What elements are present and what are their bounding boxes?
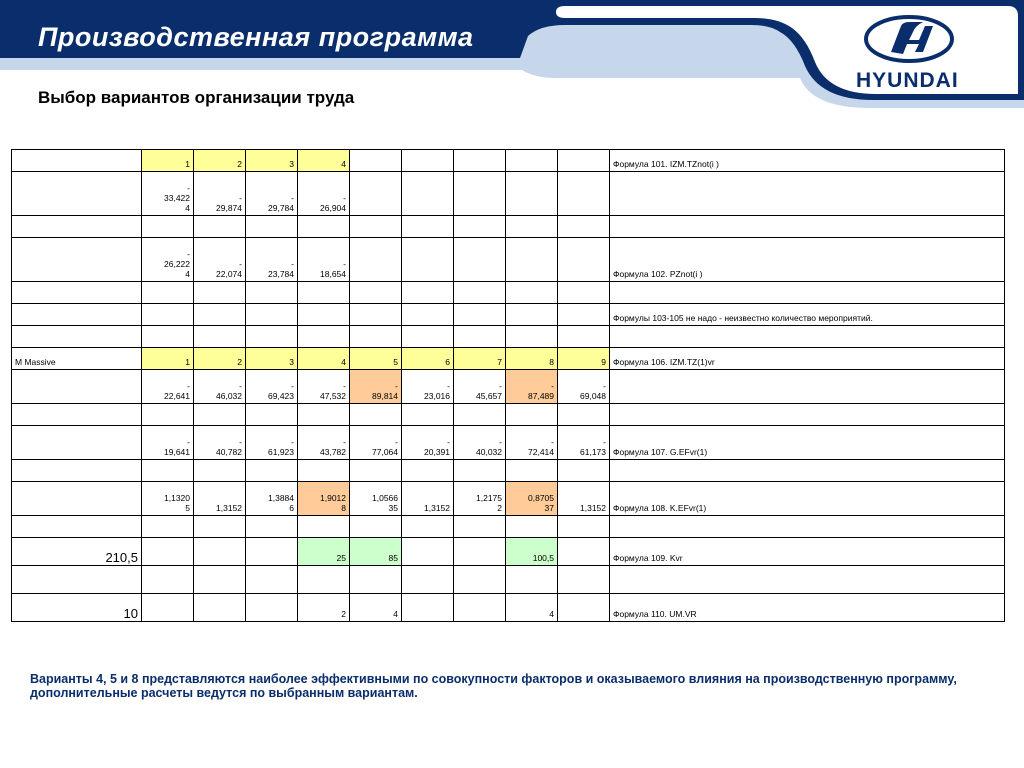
table-row xyxy=(12,370,1005,404)
table-cell xyxy=(246,516,298,538)
table-cell: 4 xyxy=(350,594,402,622)
table-cell xyxy=(298,516,350,538)
table-cell: - 46,032 xyxy=(194,370,246,404)
row-label xyxy=(12,404,142,426)
table-cell xyxy=(402,516,454,538)
formula-note xyxy=(610,404,1005,426)
table-cell xyxy=(558,304,610,326)
table-cell: - 69,048 xyxy=(558,370,610,404)
table-row xyxy=(12,172,1005,216)
table-cell xyxy=(246,216,298,238)
table-cell xyxy=(142,216,194,238)
table-cell: - 26,904 xyxy=(298,172,350,216)
table-cell: 7 xyxy=(454,348,506,370)
table-cell xyxy=(402,238,454,282)
table-cell: 2 xyxy=(298,594,350,622)
table-cell: - 19,641 xyxy=(142,426,194,460)
formula-note: Формула 102. PZnot(i ) xyxy=(610,238,1005,282)
table-cell: - 89,814 xyxy=(350,370,402,404)
table-cell xyxy=(402,304,454,326)
table-cell xyxy=(506,172,558,216)
formula-note xyxy=(610,566,1005,594)
table-cell xyxy=(454,150,506,172)
table-cell: - 29,784 xyxy=(246,172,298,216)
table-cell xyxy=(194,516,246,538)
table-cell: 1,3884 6 xyxy=(246,482,298,516)
table-cell xyxy=(454,326,506,348)
table-cell xyxy=(402,282,454,304)
table-cell xyxy=(142,566,194,594)
table-cell: - 22,074 xyxy=(194,238,246,282)
table-cell xyxy=(454,516,506,538)
page-subtitle: Выбор вариантов организации труда xyxy=(38,88,355,107)
table-cell xyxy=(246,594,298,622)
formula-note: Формула 109. Kvr xyxy=(610,538,1005,566)
table-row xyxy=(12,348,1005,370)
table-cell: - 87,489 xyxy=(506,370,558,404)
row-label xyxy=(12,282,142,304)
table-cell xyxy=(142,326,194,348)
calculation-table xyxy=(11,149,1005,622)
table-cell xyxy=(142,460,194,482)
table-cell xyxy=(402,172,454,216)
table-cell xyxy=(558,216,610,238)
table-cell: 2 xyxy=(194,150,246,172)
table-cell xyxy=(246,326,298,348)
table-cell xyxy=(454,594,506,622)
formula-note xyxy=(610,282,1005,304)
row-label xyxy=(12,370,142,404)
table-cell: - 40,032 xyxy=(454,426,506,460)
formula-note: Формула 108. K.EFvr(1) xyxy=(610,482,1005,516)
table-cell xyxy=(298,282,350,304)
table-cell: 1,3152 xyxy=(402,482,454,516)
table-cell xyxy=(298,326,350,348)
table-cell: - 23,784 xyxy=(246,238,298,282)
table-cell xyxy=(454,238,506,282)
table-cell xyxy=(350,172,402,216)
table-cell xyxy=(402,326,454,348)
table-cell xyxy=(558,172,610,216)
table-cell: - 29,874 xyxy=(194,172,246,216)
table-cell xyxy=(194,404,246,426)
table-cell: 4 xyxy=(298,348,350,370)
table-cell xyxy=(246,538,298,566)
table-cell xyxy=(402,566,454,594)
table-cell xyxy=(246,460,298,482)
table-cell: - 26,222 4 xyxy=(142,238,194,282)
table-cell xyxy=(558,326,610,348)
conclusion-text: Варианты 4, 5 и 8 представляются наиболее эффективными по совокупности факторов и оказываемого влияния на производственную программу, дополнительные расчеты ведутся по выбранным вариантам. xyxy=(30,672,957,700)
table-cell xyxy=(350,460,402,482)
table-cell xyxy=(350,216,402,238)
row-label xyxy=(12,216,142,238)
table-cell: 8 xyxy=(506,348,558,370)
table-row xyxy=(12,282,1005,304)
table-cell: 100,5 xyxy=(506,538,558,566)
table-row xyxy=(12,426,1005,460)
row-label xyxy=(12,426,142,460)
table-cell xyxy=(454,460,506,482)
hyundai-logo-icon xyxy=(863,14,955,64)
table-cell xyxy=(454,304,506,326)
table-row xyxy=(12,594,1005,622)
table-cell: - 23,016 xyxy=(402,370,454,404)
table-cell xyxy=(194,538,246,566)
table-cell: 1,3152 xyxy=(194,482,246,516)
table-cell xyxy=(506,404,558,426)
table-cell: 85 xyxy=(350,538,402,566)
table-cell: 1,1320 5 xyxy=(142,482,194,516)
table-cell: - 45,657 xyxy=(454,370,506,404)
table-cell: 1,9012 8 xyxy=(298,482,350,516)
formula-note: Формула 101. IZM.TZnot(i ) xyxy=(610,150,1005,172)
table-cell xyxy=(506,150,558,172)
table-cell xyxy=(350,304,402,326)
table-cell xyxy=(558,404,610,426)
formula-note xyxy=(610,516,1005,538)
table-cell xyxy=(506,304,558,326)
table-row xyxy=(12,566,1005,594)
formula-note: Формула 110. UM.VR xyxy=(610,594,1005,622)
table-cell xyxy=(454,172,506,216)
table-cell xyxy=(298,566,350,594)
table-cell xyxy=(506,516,558,538)
table-cell xyxy=(246,282,298,304)
formula-note xyxy=(610,370,1005,404)
table-cell xyxy=(558,516,610,538)
table-cell xyxy=(558,594,610,622)
table-cell xyxy=(350,238,402,282)
row-label xyxy=(12,304,142,326)
table-cell xyxy=(350,150,402,172)
row-label: 210,5 xyxy=(12,538,142,566)
table-row xyxy=(12,326,1005,348)
table-cell xyxy=(194,304,246,326)
table-cell xyxy=(402,594,454,622)
brand-wordmark: HYUNDAI xyxy=(856,69,959,92)
table-cell xyxy=(402,150,454,172)
table-cell: 1,3152 xyxy=(558,482,610,516)
row-label xyxy=(12,150,142,172)
table-cell: 0,8705 37 xyxy=(506,482,558,516)
row-label: 10 xyxy=(12,594,142,622)
table-cell: - 18,654 xyxy=(298,238,350,282)
table-cell xyxy=(142,594,194,622)
table-cell xyxy=(298,216,350,238)
table-cell xyxy=(402,460,454,482)
table-cell xyxy=(402,538,454,566)
row-label xyxy=(12,482,142,516)
table-row xyxy=(12,516,1005,538)
table-cell xyxy=(506,326,558,348)
formula-note xyxy=(610,172,1005,216)
formula-note: Формула 107. G.EFvr(1) xyxy=(610,426,1005,460)
table-cell xyxy=(246,304,298,326)
table-cell xyxy=(194,566,246,594)
table-cell: 1,2175 2 xyxy=(454,482,506,516)
table-cell xyxy=(246,404,298,426)
table-cell xyxy=(142,516,194,538)
row-label xyxy=(12,172,142,216)
table-cell xyxy=(454,282,506,304)
table-row xyxy=(12,150,1005,172)
table-cell xyxy=(350,516,402,538)
table-cell: 9 xyxy=(558,348,610,370)
table-cell: 4 xyxy=(298,150,350,172)
row-label xyxy=(12,326,142,348)
table-cell: - 77,064 xyxy=(350,426,402,460)
table-cell: 1 xyxy=(142,348,194,370)
table-cell xyxy=(194,216,246,238)
table-cell xyxy=(506,238,558,282)
row-label xyxy=(12,460,142,482)
table-row xyxy=(12,216,1005,238)
table-cell: - 47,532 xyxy=(298,370,350,404)
table-cell xyxy=(454,566,506,594)
table-cell xyxy=(298,304,350,326)
table-cell: - 40,782 xyxy=(194,426,246,460)
table-cell: - 22,641 xyxy=(142,370,194,404)
table-cell: 1 xyxy=(142,150,194,172)
table-cell xyxy=(402,404,454,426)
formula-note: Формула 106. IZM.TZ(1)vr xyxy=(610,348,1005,370)
table-cell: 4 xyxy=(506,594,558,622)
table-cell xyxy=(558,566,610,594)
table-cell xyxy=(350,404,402,426)
table-cell: 1,0566 35 xyxy=(350,482,402,516)
formula-note xyxy=(610,216,1005,238)
table-row xyxy=(12,460,1005,482)
table-cell xyxy=(194,460,246,482)
table-cell: 5 xyxy=(350,348,402,370)
table-cell xyxy=(194,594,246,622)
table-cell: - 33,422 4 xyxy=(142,172,194,216)
table-cell: - 61,173 xyxy=(558,426,610,460)
table-cell: - 72,414 xyxy=(506,426,558,460)
table-cell: - 20,391 xyxy=(402,426,454,460)
row-label xyxy=(12,516,142,538)
table-cell: 25 xyxy=(298,538,350,566)
table-cell xyxy=(454,216,506,238)
table-cell xyxy=(350,566,402,594)
table-cell: 3 xyxy=(246,348,298,370)
table-cell xyxy=(506,282,558,304)
table-cell: - 69,423 xyxy=(246,370,298,404)
table-row xyxy=(12,304,1005,326)
table-cell xyxy=(142,404,194,426)
table-cell xyxy=(194,326,246,348)
table-row xyxy=(12,538,1005,566)
table-cell: - 61,923 xyxy=(246,426,298,460)
table-row xyxy=(12,404,1005,426)
table-cell: 3 xyxy=(246,150,298,172)
table-cell xyxy=(506,216,558,238)
table-cell xyxy=(558,238,610,282)
table-cell xyxy=(194,282,246,304)
table-cell: 6 xyxy=(402,348,454,370)
page-title: Производственная программа xyxy=(38,22,474,52)
table-cell xyxy=(506,460,558,482)
table-cell xyxy=(558,150,610,172)
formula-note xyxy=(610,326,1005,348)
formula-note xyxy=(610,460,1005,482)
formula-note: Формулы 103-105 не надо - неизвестно количество мероприятий. xyxy=(610,304,1005,326)
table-cell xyxy=(350,282,402,304)
table-cell xyxy=(454,404,506,426)
row-label xyxy=(12,238,142,282)
table-cell xyxy=(506,566,558,594)
table-cell xyxy=(298,460,350,482)
table-cell xyxy=(454,538,506,566)
table-row xyxy=(12,238,1005,282)
table-cell xyxy=(558,538,610,566)
table-row xyxy=(12,482,1005,516)
table-cell: 2 xyxy=(194,348,246,370)
row-label xyxy=(12,566,142,594)
table-cell xyxy=(246,566,298,594)
table-cell xyxy=(142,304,194,326)
table-cell xyxy=(558,460,610,482)
table-cell xyxy=(350,326,402,348)
table-cell xyxy=(142,282,194,304)
table-cell xyxy=(142,538,194,566)
table-cell xyxy=(558,282,610,304)
table-cell xyxy=(402,216,454,238)
table-cell xyxy=(298,404,350,426)
row-label: M Massive xyxy=(12,348,142,370)
table-cell: - 43,782 xyxy=(298,426,350,460)
